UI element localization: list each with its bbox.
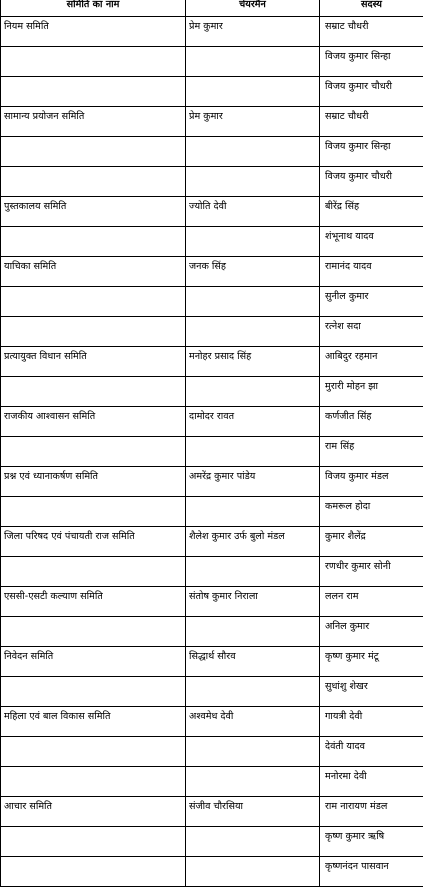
chairman-cell [186, 857, 320, 887]
chairman-cell [186, 557, 320, 587]
table-row [1, 737, 423, 767]
chairman-cell: अमरेंद्र कुमार पांडेय [186, 467, 320, 497]
member-cell: अनिल कुमार [320, 617, 423, 647]
member-cell: बीरेंद्र सिंह [320, 197, 423, 227]
member-cell: कुमार शैलेंद्र [320, 527, 423, 557]
committee-name-cell: सामान्य प्रयोजन समिति [1, 107, 186, 137]
table-row [1, 107, 423, 137]
committee-name-cell: पुस्तकालय समिति [1, 197, 186, 227]
member-cell: आबिदुर रहमान [320, 347, 423, 377]
member-cell: विजय कुमार मंडल [320, 467, 423, 497]
committee-name-cell [1, 167, 186, 197]
member-cell: कृष्ण कुमार ऋषि [320, 827, 423, 857]
committee-name-cell: जिला परिषद एवं पंचायती राज समिति [1, 527, 186, 557]
committee-name-cell [1, 317, 186, 347]
committee-name-cell [1, 227, 186, 257]
table-row [1, 257, 423, 287]
table-row [1, 437, 423, 467]
committee-name-cell: नियम समिति [1, 17, 186, 47]
committee-name-cell [1, 77, 186, 107]
committee-name-cell [1, 437, 186, 467]
table-row [1, 827, 423, 857]
table-row [1, 767, 423, 797]
member-cell: कृष्णनंदन पासवान [320, 857, 423, 887]
committee-name-cell [1, 737, 186, 767]
member-cell: गायत्री देवी [320, 707, 423, 737]
chairman-cell [186, 167, 320, 197]
chairman-cell: संजीव चौरसिया [186, 797, 320, 827]
committee-name-cell: प्रत्यायुक्त विधान समिति [1, 347, 186, 377]
member-cell: ललन राम [320, 587, 423, 617]
member-cell: रामानंद यादव [320, 257, 423, 287]
header-row [1, 0, 423, 17]
chairman-cell [186, 317, 320, 347]
header-committee-name: समिति का नाम [1, 0, 186, 17]
table-row [1, 857, 423, 887]
chairman-cell: प्रेम कुमार [186, 107, 320, 137]
member-cell: सम्राट चौधरी [320, 107, 423, 137]
member-cell: शंभूनाथ यादव [320, 227, 423, 257]
header-members: सदस्य [320, 0, 423, 17]
table-row [1, 377, 423, 407]
member-cell: मुरारी मोहन झा [320, 377, 423, 407]
chairman-cell: मनोहर प्रसाद सिंह [186, 347, 320, 377]
chairman-cell: सिद्धार्थ सौरव [186, 647, 320, 677]
table-row [1, 557, 423, 587]
table-row [1, 287, 423, 317]
chairman-cell: अश्वमेध देवी [186, 707, 320, 737]
committee-name-cell [1, 137, 186, 167]
committee-name-cell [1, 47, 186, 77]
member-cell: राम सिंह [320, 437, 423, 467]
member-cell: विजय कुमार चौधरी [320, 167, 423, 197]
table-row [1, 797, 423, 827]
chairman-cell [186, 737, 320, 767]
table-row [1, 587, 423, 617]
chairman-cell [186, 77, 320, 107]
table-row [1, 77, 423, 107]
member-cell: सम्राट चौधरी [320, 17, 423, 47]
committee-name-cell: प्रश्न एवं ध्यानाकर्षण समिति [1, 467, 186, 497]
chairman-cell: संतोष कुमार निराला [186, 587, 320, 617]
chairman-cell: जनक सिंह [186, 257, 320, 287]
chairman-cell [186, 47, 320, 77]
table-row [1, 707, 423, 737]
table-row [1, 527, 423, 557]
chairman-cell: दामोदर रावत [186, 407, 320, 437]
committee-name-cell: याचिका समिति [1, 257, 186, 287]
table-row [1, 647, 423, 677]
committee-name-cell [1, 827, 186, 857]
member-cell: सुनील कुमार [320, 287, 423, 317]
table-row [1, 407, 423, 437]
chairman-cell [186, 677, 320, 707]
member-cell: रत्नेश सदा [320, 317, 423, 347]
committee-name-cell: एससी-एसटी कल्याण समिति [1, 587, 186, 617]
committee-name-cell [1, 287, 186, 317]
committee-name-cell: महिला एवं बाल विकास समिति [1, 707, 186, 737]
table-row [1, 497, 423, 527]
chairman-cell [186, 437, 320, 467]
table-row [1, 317, 423, 347]
table-row [1, 17, 423, 47]
committee-name-cell [1, 617, 186, 647]
chairman-cell: शैलेश कुमार उर्फ बुलो मंडल [186, 527, 320, 557]
table-row [1, 47, 423, 77]
chairman-cell [186, 497, 320, 527]
chairman-cell: ज्योति देवी [186, 197, 320, 227]
member-cell: देवंती यादव [320, 737, 423, 767]
chairman-cell [186, 137, 320, 167]
table-row [1, 227, 423, 257]
chairman-cell [186, 827, 320, 857]
table-row [1, 617, 423, 647]
table-row [1, 167, 423, 197]
member-cell: राम नारायण मंडल [320, 797, 423, 827]
header-chairman: चेयरमैन [186, 0, 320, 17]
table-row [1, 677, 423, 707]
chairman-cell [186, 287, 320, 317]
chairman-cell [186, 377, 320, 407]
chairman-cell [186, 767, 320, 797]
table-row [1, 347, 423, 377]
member-cell: विजय कुमार सिन्हा [320, 137, 423, 167]
committee-name-cell: राजकीय आश्वासन समिति [1, 407, 186, 437]
committee-name-cell [1, 767, 186, 797]
committee-name-cell [1, 497, 186, 527]
member-cell: विजय कुमार सिन्हा [320, 47, 423, 77]
committee-name-cell: निवेदन समिति [1, 647, 186, 677]
committee-name-cell [1, 377, 186, 407]
chairman-cell [186, 617, 320, 647]
chairman-cell [186, 227, 320, 257]
committee-name-cell: आचार समिति [1, 797, 186, 827]
member-cell: कर्णजीत सिंह [320, 407, 423, 437]
member-cell: रणधीर कुमार सोनी [320, 557, 423, 587]
committee-name-cell [1, 677, 186, 707]
committee-name-cell [1, 557, 186, 587]
table-row [1, 197, 423, 227]
member-cell: सुधांशु शेखर [320, 677, 423, 707]
member-cell: मनोरमा देवी [320, 767, 423, 797]
member-cell: विजय कुमार चौधरी [320, 77, 423, 107]
table-row [1, 137, 423, 167]
member-cell: कृष्ण कुमार मंटू [320, 647, 423, 677]
table-row [1, 467, 423, 497]
chairman-cell: प्रेम कुमार [186, 17, 320, 47]
committee-name-cell [1, 857, 186, 887]
member-cell: कमरूल होदा [320, 497, 423, 527]
